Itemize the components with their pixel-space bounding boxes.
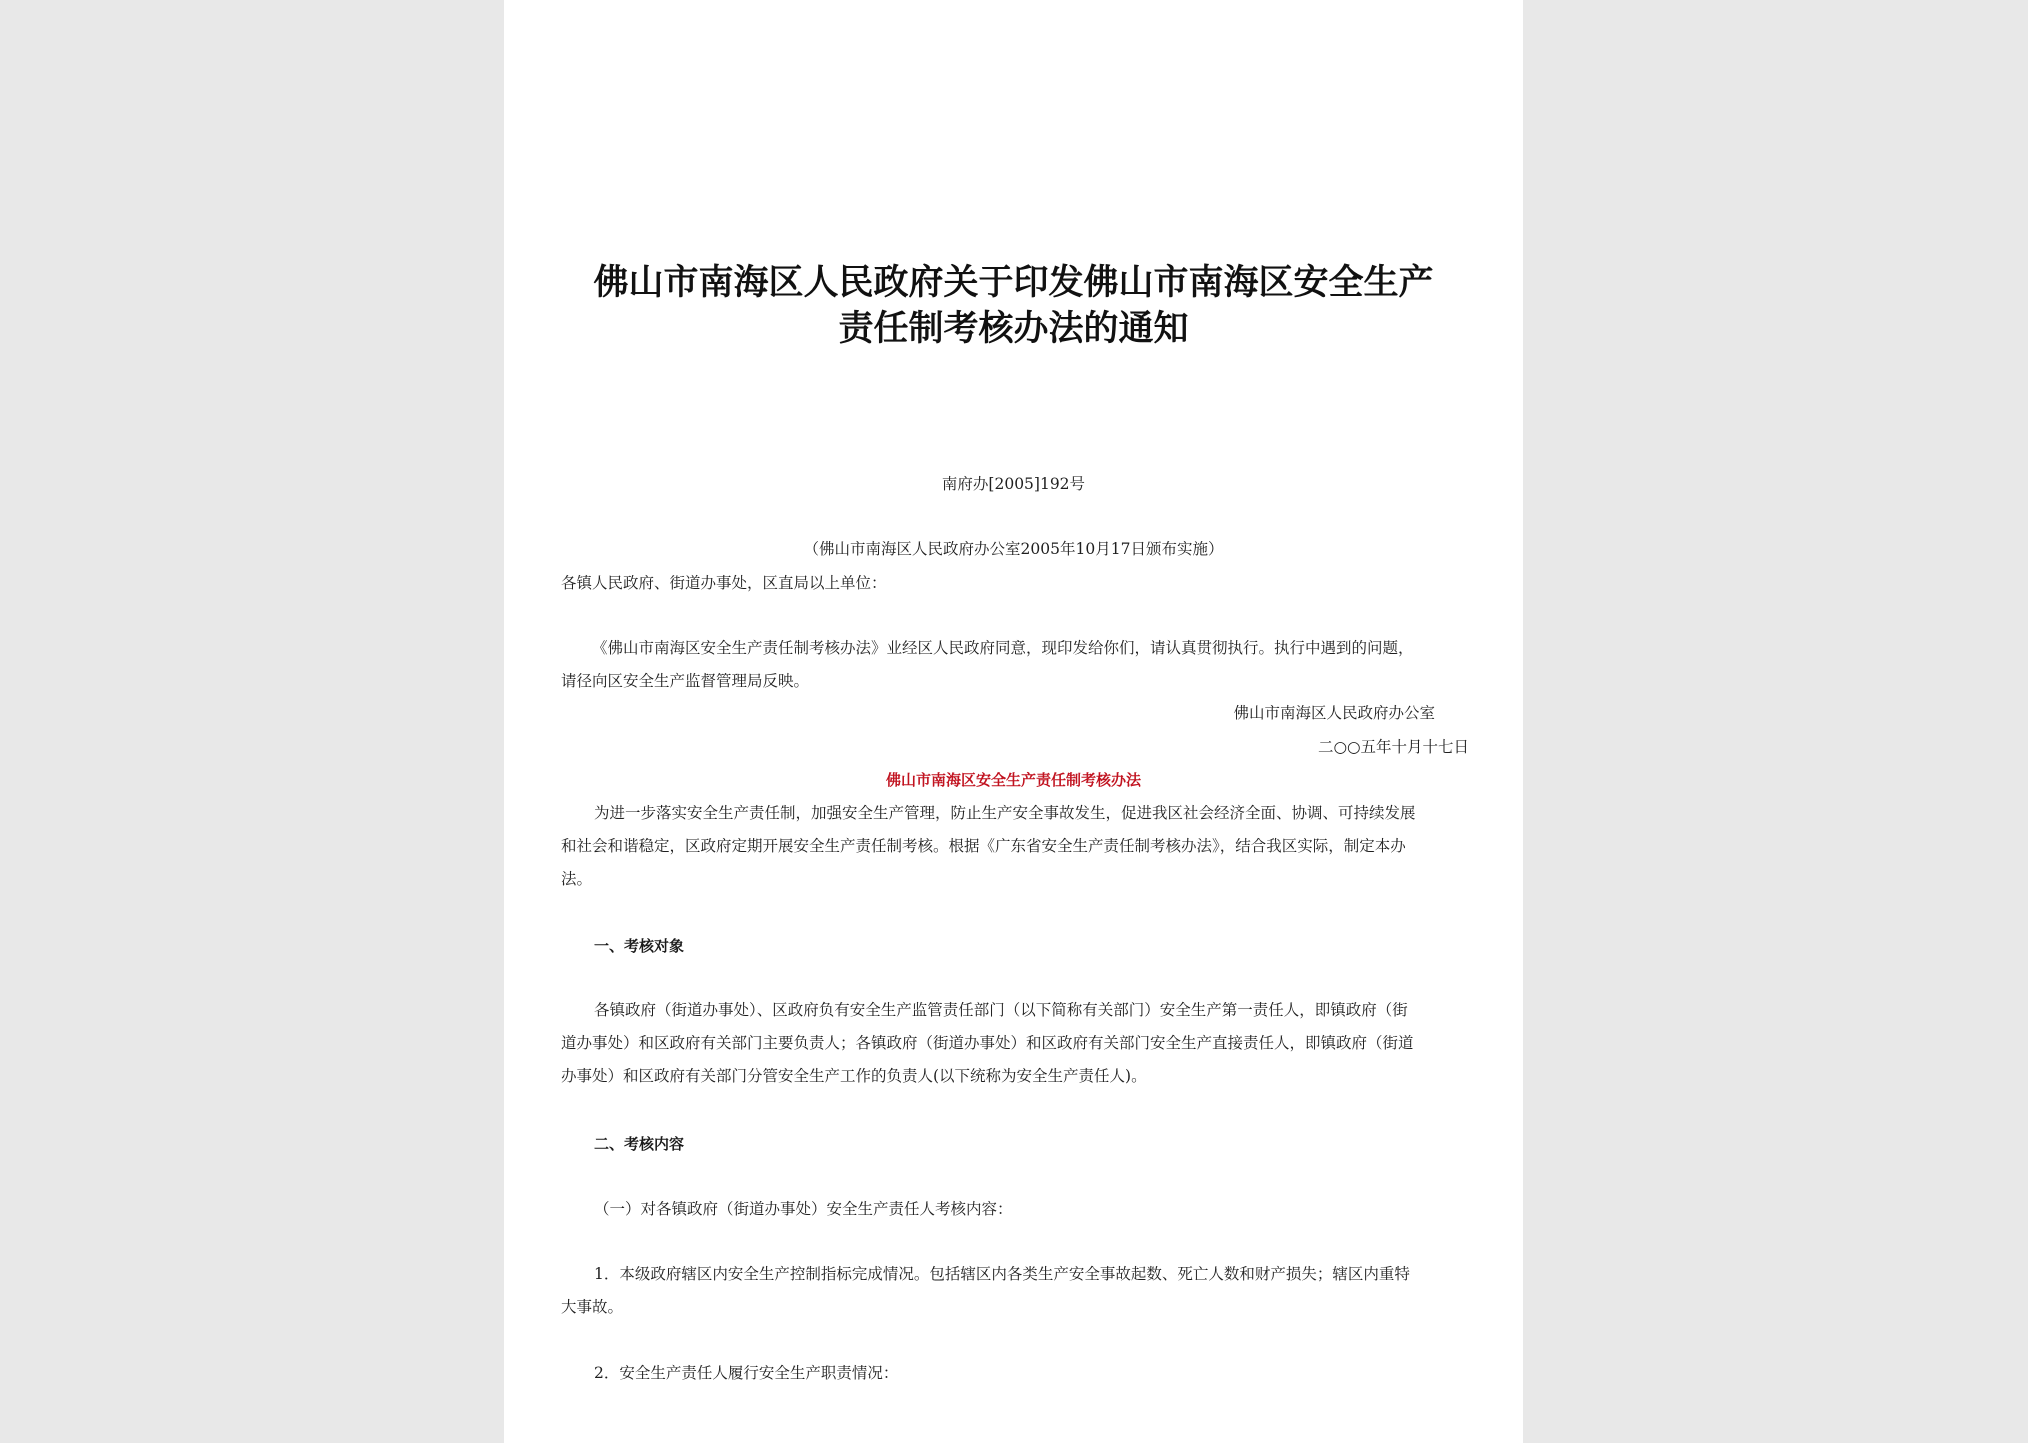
preamble-paragraph — [561, 797, 1468, 896]
section-2-heading: 二、考核内容 — [594, 1135, 685, 1153]
preamble-line-1: 为进一步落实安全生产责任制，加强安全生产管理，防止生产安全事故发生，促进我区社会经济全面、协调、可持续发展 — [594, 804, 1416, 822]
intro-line-2: 请径向区安全生产监督管理局反映。 — [561, 672, 810, 690]
section-1-line-2: 道办事处）和区政府有关部门主要负责人；各镇政府（街道办事处）和区政府有关部门安全生产直接责任人，即镇政府（街道 — [561, 1034, 1414, 1052]
item-2-line-1: 2．安全生产责任人履行安全生产职责情况： — [594, 1364, 899, 1382]
item-1-line-1: 1．本级政府辖区内安全生产控制指标完成情况。包括辖区内各类生产安全事故起数、死亡人数和财产损失；辖区内重特 — [594, 1265, 1410, 1283]
document-title-line-1: 佛山市南海区人民政府关于印发佛山市南海区安全生产 — [593, 263, 1434, 303]
document-number: 南府办[2005]192号 — [941, 475, 1086, 493]
section-1-line-3: 办事处）和区政府有关部门分管安全生产工作的负责人(以下统称为安全生产责任人)。 — [561, 1067, 1147, 1085]
section-1-line-1: 各镇政府（街道办事处）、区政府负有安全生产监管责任部门（以下简称有关部门）安全生产第一责任人，即镇政府（街 — [594, 1001, 1408, 1019]
document-title — [544, 260, 1483, 352]
item-1-paragraph — [561, 1258, 1468, 1324]
section-1-paragraph — [561, 994, 1468, 1093]
preamble-line-3: 法。 — [561, 870, 593, 888]
section-2-subheading: （一）对各镇政府（街道办事处）安全生产责任人考核内容： — [594, 1200, 1013, 1218]
document-page — [504, 0, 1523, 1443]
addressee: 各镇人民政府、街道办事处，区直局以上单位： — [561, 574, 887, 592]
intro-line-1: 《佛山市南海区安全生产责任制考核办法》业经区人民政府同意，现印发给你们，请认真贯彻执行。执行中遇到的问题， — [592, 639, 1414, 657]
intro-paragraph — [561, 632, 1468, 698]
section-1-heading: 一、考核对象 — [594, 937, 685, 955]
item-1-line-2: 大事故。 — [561, 1298, 624, 1316]
issuance-note: （佛山市南海区人民政府办公室2005年10月17日颁布实施） — [803, 540, 1224, 558]
document-title-line-2: 责任制考核办法的通知 — [838, 309, 1189, 349]
preamble-line-2: 和社会和谐稳定，区政府定期开展安全生产责任制考核。根据《广东省安全生产责任制考核办法》，结合我区实际，制定本办 — [561, 837, 1406, 855]
signature-date: 二○○五年十月十七日 — [1317, 738, 1469, 756]
attachment-title: 佛山市南海区安全生产责任制考核办法 — [885, 771, 1141, 789]
signature-org: 佛山市南海区人民政府办公室 — [1233, 704, 1435, 722]
